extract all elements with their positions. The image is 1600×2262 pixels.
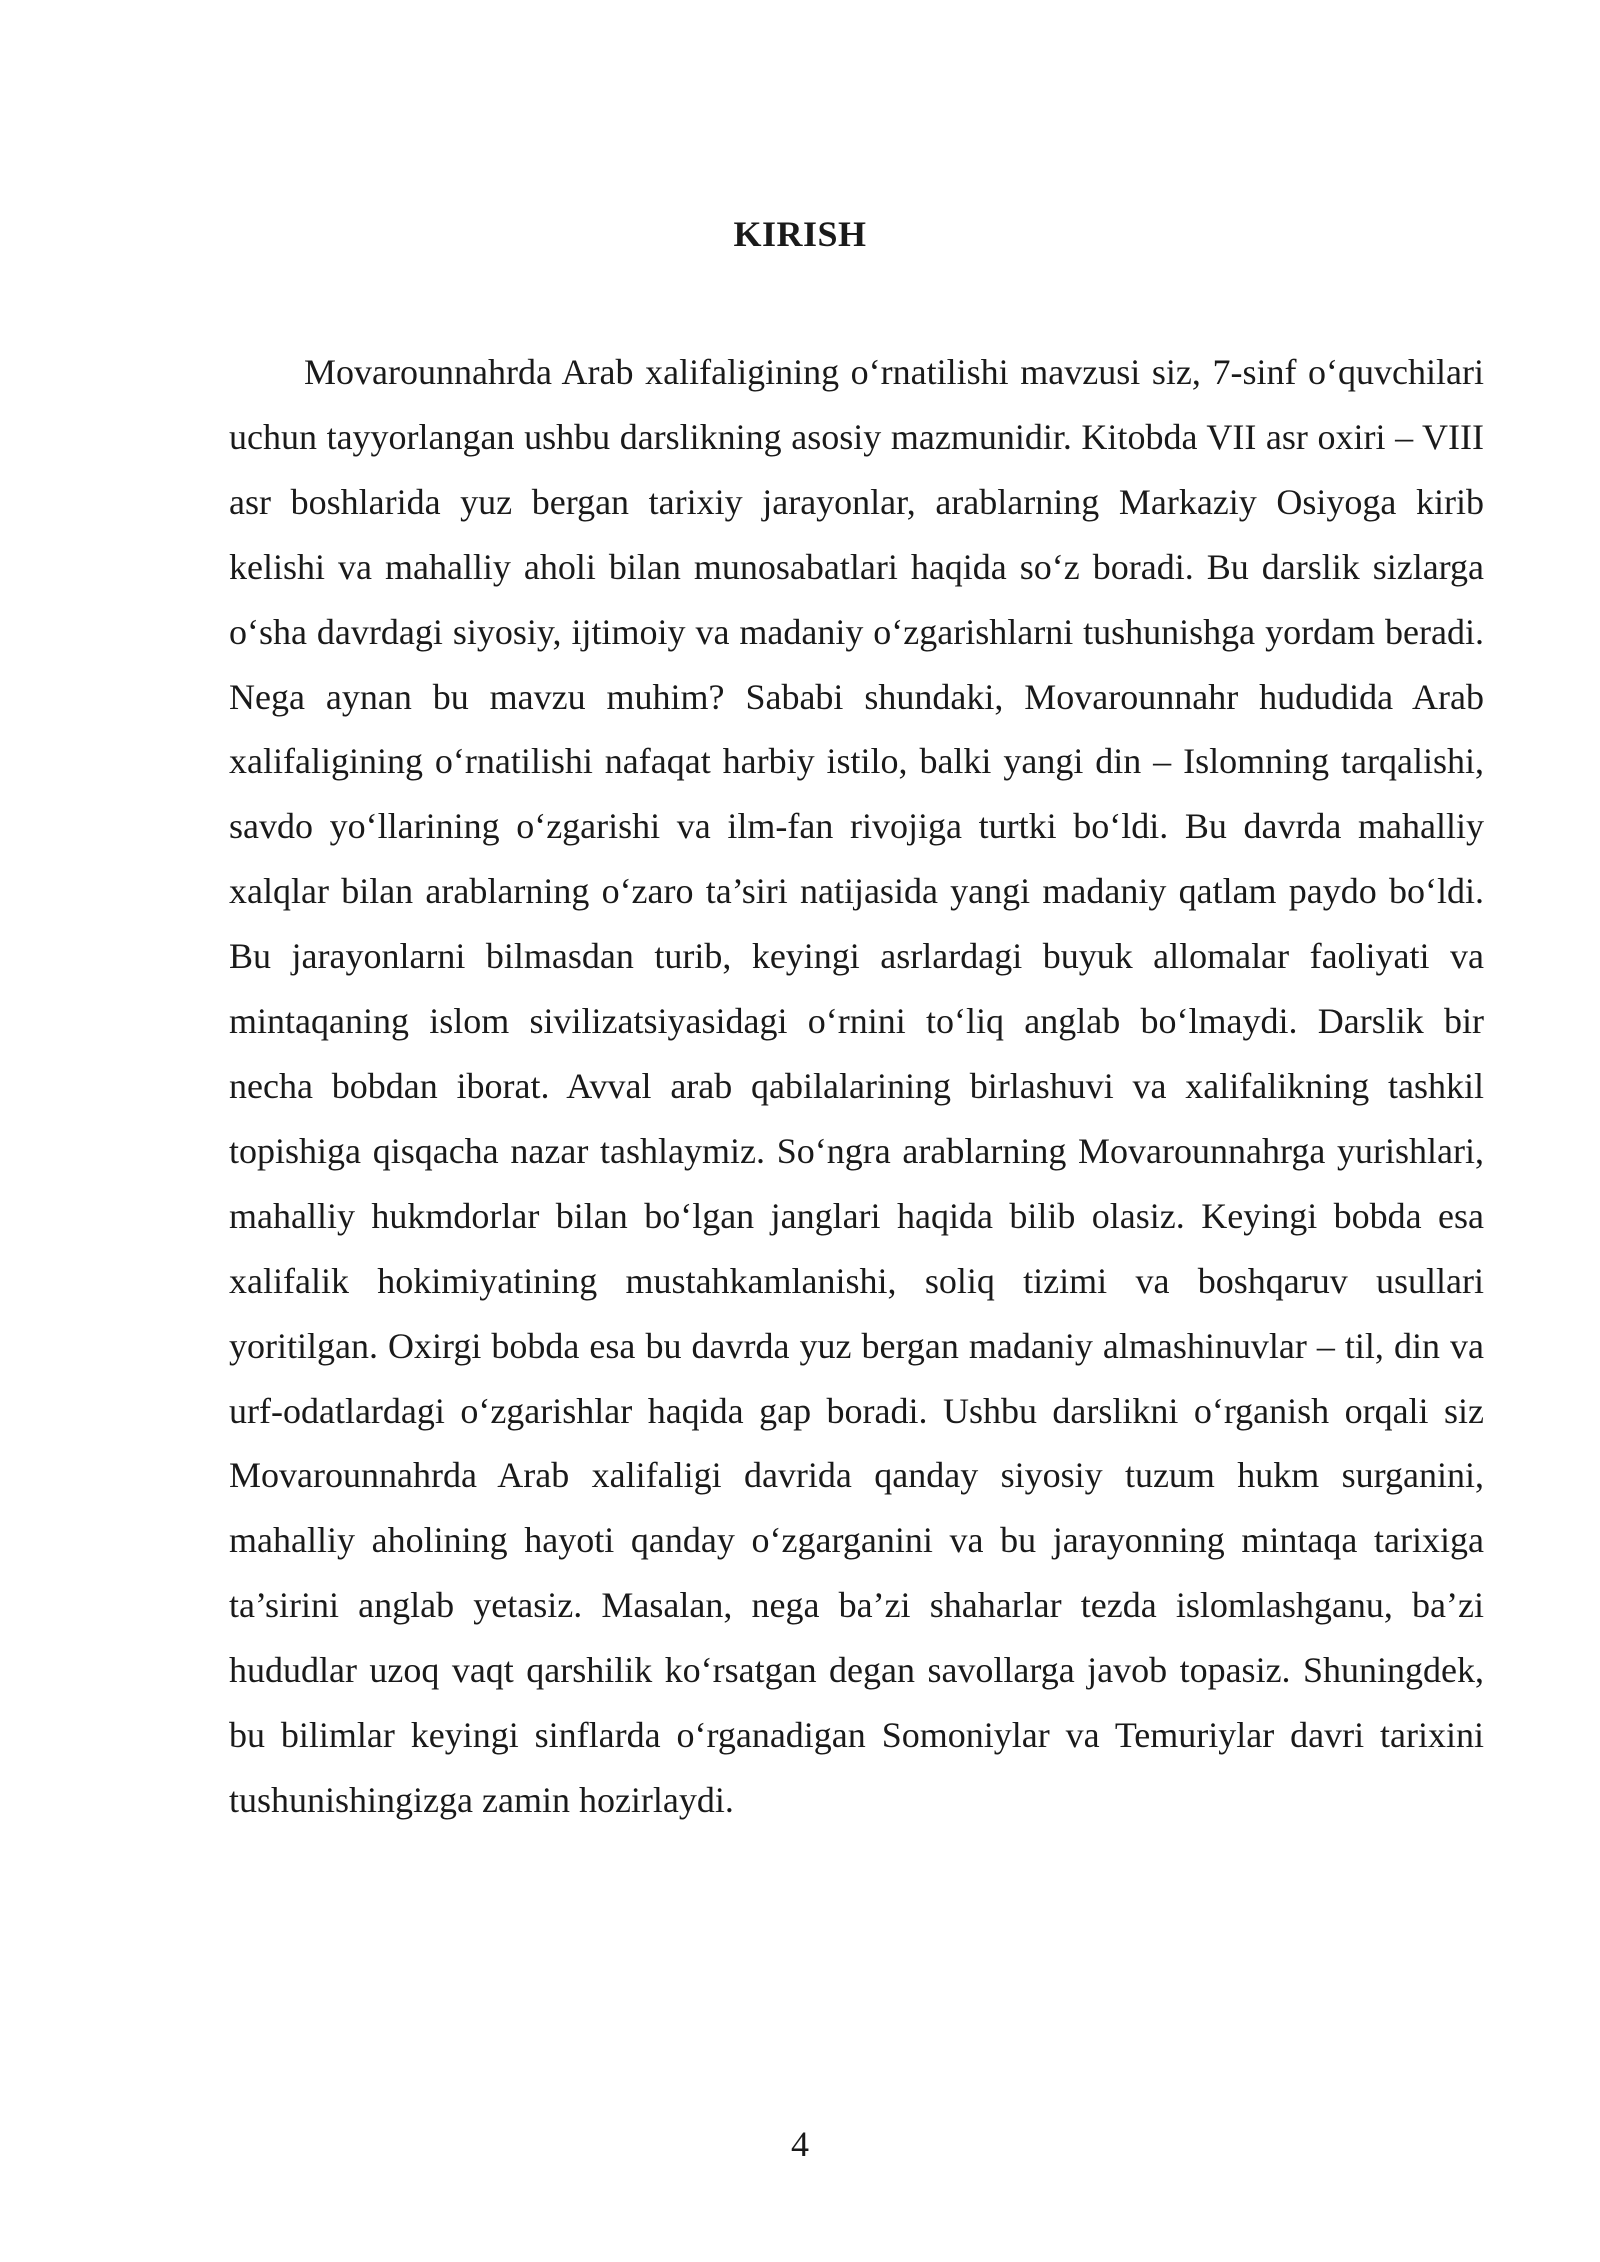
page-number: 4 [791,2124,809,2164]
body-paragraph: Movarounnahrda Arab xalifaligining o‘rnatilishi mavzusi siz, 7-sinf o‘quvchilari uchun tayyorlangan ushbu darslikning asosiy mazmunidir. Kitobda VII asr oxiri – VIII asr boshlarida yuz bergan tarixiy jarayonlar, arablarning Markaziy Osiyoga kirib kelishi va mahalliy aholi bilan munosabatlari haqida so‘z boradi. Bu darslik sizlarga o‘sha davrdagi siyosiy, ijtimoiy va madaniy o‘zgarishlarni tushunishga yordam beradi. Nega aynan bu mavzu muhim? Sababi shundaki, Movarounnahr hududida Arab xalifaligining o‘rnatilishi nafaqat harbiy istilo, balki yangi din – Islomning tarqalishi, savdo yo‘llarining o‘zgarishi va ilm-fan rivojiga turtki bo‘ldi. Bu davrda mahalliy xalqlar bilan arablarning o‘zaro ta’siri natijasida yangi madaniy qatlam paydo bo‘ldi. Bu jarayonlarni bilmasdan turib, keyingi asrlardagi buyuk allomalar faoliyati va mintaqaning islom sivilizatsiyasidagi o‘rnini to‘liq anglab bo‘lmaydi. Darslik bir necha bobdan iborat. Avval arab qabilalarining birlashuvi va xalifalikning tashkil topishiga qisqacha nazar tashlaymiz. So‘ngra arablarning Movarounnahrga yurishlari, mahalliy hukmdorlar bilan bo‘lgan janglari haqida bilib olasiz. Keyingi bobda esa xalifalik hokimiyatining mustahkamlanishi, soliq tizimi va boshqaruv usullari yoritilgan. Oxirgi bobda esa bu davrda yuz bergan madaniy almashinuvlar – til, din va urf-odatlardagi o‘zgarishlar haqida gap boradi. Ushbu darslikni o‘rganish orqali siz Movarounnahrda Arab xalifaligi davrida qanday siyosiy tuzum hukm surganini, mahalliy aholining hayoti qanday o‘zgarganini va bu jarayonning mintaqa tarixiga ta’sirini anglab yetasiz. Masalan, nega ba’zi shaharlar tezda islomlashganu, ba’zi hududlar uzoq vaqt qarshilik ko‘rsatgan degan savollarga javob topasiz. Shuningdek, bu bilimlar keyingi sinflarda o‘rganadigan Somoniylar va Temuriylar davri tarixini tushunishingizga zamin hozirlaydi. [229,352,1484,1820]
page-title: KIRISH [733,214,867,254]
